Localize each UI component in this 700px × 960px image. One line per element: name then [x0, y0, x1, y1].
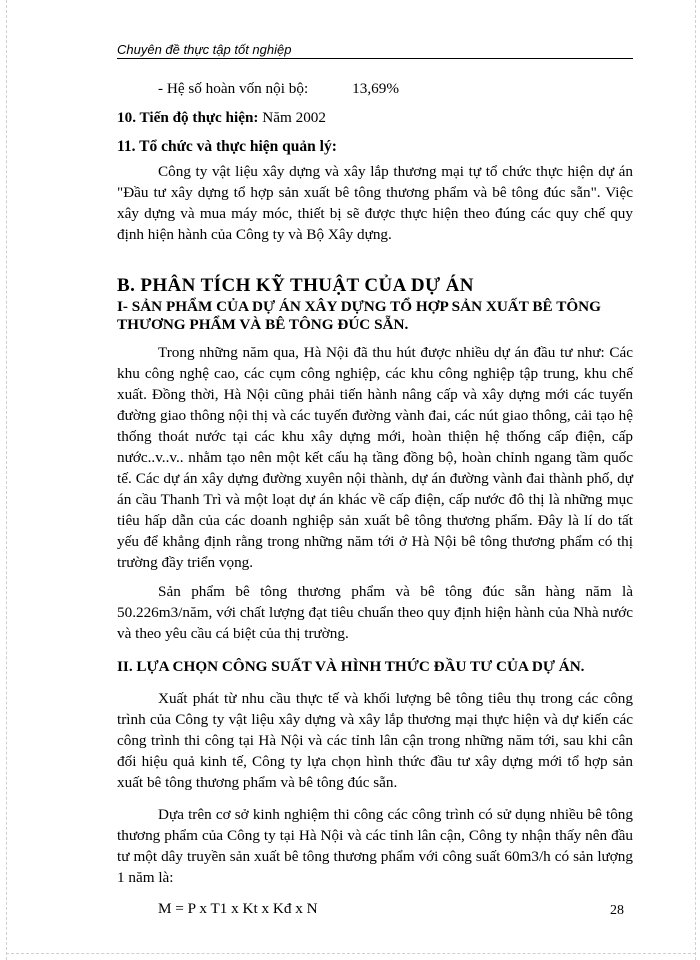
- page-edge-left: [6, 0, 7, 960]
- irr-label: - Hệ số hoàn vốn nội bộ:: [158, 80, 309, 97]
- header-title: Chuyên đề thực tập tốt nghiệp: [117, 42, 292, 57]
- page-edge-bottom: [6, 953, 696, 954]
- schedule-value: Năm 2002: [262, 109, 326, 126]
- schedule-line: [117, 107, 633, 128]
- output-formula: M = P x T1 x Kt x Kđ x N: [158, 900, 318, 917]
- page-number: 28: [610, 903, 624, 918]
- section-i-paragraph-1: Trong những năm qua, Hà Nội đã thu hút được nhiều dự án đầu tư như: Các khu công nghệ cao, các cụm công nghiệp, các khu công nghiệp tập trung, khu chế xuất. Đồng thời, Hà Nội cũng phải tiến hành nâng cấp và xây dựng mới các tuyến đường giao thông nội thị và các tuyến đường vành đai, các nút giao thông, cải tạo hệ thống thoát nước tại các khu xây dựng mới, hoàn thiện hệ thống cấp điện, cấp nước..v..v.. nhằm tạo nên một kết cấu hạ tầng đồng bộ, hoàn chỉnh ngang tầm quốc tế. Các dự án xây dựng đường xuyên nội thành, dự án đường vành đai thành phố, dự án cầu Thanh Trì và một loạt dự án khác về cấp điện, cấp nước đô thị là những mục tiêu hấp dẫn của các doanh nghiệp sản xuất bê tông thương phẩm. Đây là lí do tất yếu để khẳng định rằng trong những năm tới ở Hà Nội bê tông thương phẩm có thị trường đầy triển vọng.: [117, 344, 633, 571]
- organization-paragraph: Công ty vật liệu xây dựng và xây lắp thương mại tự tổ chức thực hiện dự án "Đầu tư xây dựng tổ hợp sản xuất bê tông thương phẩm và bê tông đúc sẵn". Việc xây dựng và mua máy móc, thiết bị sẽ được thực hiện theo đúng các quy chế quy định hiện hành của Công ty và Bộ Xây dựng.: [117, 163, 633, 243]
- running-header: [117, 42, 633, 59]
- document-body: [117, 78, 633, 919]
- organization-heading: 11. Tổ chức và thực hiện quản lý:: [117, 138, 337, 155]
- page-edge-right: [695, 0, 696, 960]
- section-i-title: I- SẢN PHẨM CỦA DỰ ÁN XÂY DỰNG TỔ HỢP SẢN XUẤT BÊ TÔNG THƯƠNG PHẨM VÀ BÊ TÔNG ĐÚC SẴN.: [117, 298, 601, 333]
- section-ii-title: II. LỰA CHỌN CÔNG SUẤT VÀ HÌNH THỨC ĐẦU TƯ CỦA DỰ ÁN.: [117, 658, 585, 675]
- section-i-paragraph-2: Sản phẩm bê tông thương phẩm và bê tông đúc sẵn hàng năm là 50.226m3/năm, với chất lượng đạt tiêu chuẩn theo quy định hiện hành của Nhà nước và theo yêu cầu cá biệt của thị trường.: [117, 583, 633, 642]
- irr-value: 13,69%: [352, 80, 399, 97]
- irr-line: [117, 78, 633, 99]
- section-b-title: B. PHÂN TÍCH KỸ THUẬT CỦA DỰ ÁN: [117, 275, 474, 296]
- section-ii-paragraph-1: Xuất phát từ nhu cầu thực tế và khối lượng bê tông tiêu thụ trong các công trình của Công ty vật liệu xây dựng và xây lắp thương mại thực hiện và dự kiến các công trình thi công tại Hà Nội và các tỉnh lân cận trong những năm tới, sau khi cân đối hiệu quả kinh tế, Công ty lựa chọn hình thức đầu tư xây dựng mới tổ hợp sản xuất bê tông thương phẩm và bê tông đúc sẵn.: [117, 690, 633, 791]
- schedule-label: 10. Tiến độ thực hiện:: [117, 109, 259, 126]
- section-ii-paragraph-2: Dựa trên cơ sở kinh nghiệm thi công các công trình có sử dụng nhiều bê tông thương phẩm của Công ty tại Hà Nội và các tỉnh lân cận, Công ty nhận thấy nên đầu tư một dây truyền sản xuất bê tông thương phẩm với công suất 60m3/h có sản lượng 1 năm là:: [117, 806, 633, 886]
